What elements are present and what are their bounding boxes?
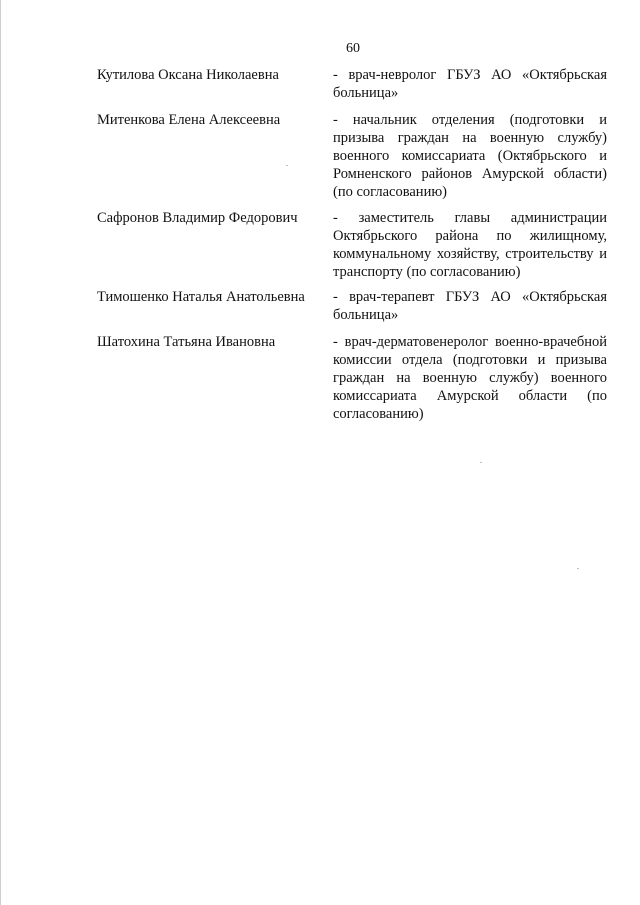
scan-speck — [480, 462, 482, 463]
member-position: - врач-терапевт ГБУЗ АО «Октябрьская больница» — [333, 289, 607, 323]
member-name: Шатохина Татьяна Ивановна — [97, 334, 276, 350]
scan-speck — [577, 568, 579, 569]
page-number: 60 — [346, 41, 360, 56]
member-name: Сафронов Владимир Федорович — [97, 210, 298, 226]
scan-speck — [286, 165, 288, 166]
member-position: - заместитель главы администрации Октябрьского района по жилищному, коммунальному хозяйству, строительству и транспорту (по согласованию) — [333, 210, 607, 280]
member-position: - врач-дерматовенеролог военно-врачебной комиссии отдела (подготовки и призыва граждан на военную службу) военного комиссариата Амурской области (по согласованию) — [333, 334, 607, 422]
member-name: Кутилова Оксана Николаевна — [97, 67, 279, 83]
member-position: - врач-невролог ГБУЗ АО «Октябрьская больница» — [333, 67, 607, 101]
member-position: - начальник отделения (подготовки и призыва граждан на военную службу) военного комиссариата (Октябрьского и Ромненского районов Амурской области) (по согласованию) — [333, 112, 607, 200]
member-name: Тимошенко Наталья Анатольевна — [97, 289, 305, 305]
member-name: Митенкова Елена Алексеевна — [97, 112, 281, 128]
scan-edge-line — [0, 0, 1, 905]
